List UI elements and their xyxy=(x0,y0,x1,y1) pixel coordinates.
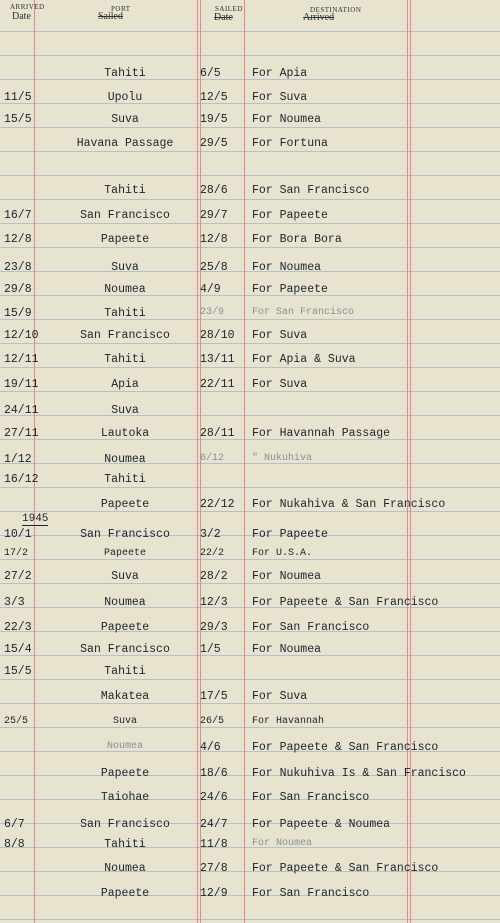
arrived-date: 3/3 xyxy=(4,596,25,609)
arrived-date: 19/11 xyxy=(4,378,39,391)
destination: For Nukuhiva Is & San Francisco xyxy=(252,767,466,780)
sailed-date: 28/6 xyxy=(200,184,228,197)
destination: For Papeete & San Francisco xyxy=(252,596,439,609)
destination: For Bora Bora xyxy=(252,233,342,246)
ledger-row xyxy=(0,665,500,681)
port-name: Lautoka xyxy=(100,427,150,440)
ledger-row xyxy=(0,329,500,345)
port-name: Suva xyxy=(111,113,139,126)
port-name: San Francisco xyxy=(80,209,170,222)
arrived-date: 23/8 xyxy=(4,261,32,274)
port-name: Papeete xyxy=(100,621,150,634)
destination: For Suva xyxy=(252,91,308,104)
ledger-row xyxy=(0,818,500,834)
ledger-row xyxy=(0,498,500,514)
sailed-date: 12/3 xyxy=(200,596,228,609)
arrived-date: 27/11 xyxy=(4,427,39,440)
sailed-date: 4/6 xyxy=(200,741,221,754)
destination: For San Francisco xyxy=(252,791,370,804)
ledger-row xyxy=(0,137,500,153)
arrived-date: 17/2 xyxy=(4,548,29,559)
ledger-row xyxy=(0,621,500,637)
destination: For Fortuna xyxy=(252,137,328,150)
port-name: Tahiti xyxy=(104,307,146,320)
port-name: Papeete xyxy=(100,887,150,900)
destination: For Nukahiva & San Francisco xyxy=(252,498,446,511)
ledger-row xyxy=(0,643,500,659)
sailed-date: 22/11 xyxy=(200,378,235,391)
sailed-date: 6/5 xyxy=(200,67,221,80)
sailed-date: 1/5 xyxy=(200,643,221,656)
ledger-row xyxy=(0,791,500,807)
ledger-row xyxy=(0,427,500,443)
sailed-date: 12/9 xyxy=(200,887,228,900)
year-label: 1945 xyxy=(22,513,49,525)
arrived-date: 24/11 xyxy=(4,404,39,417)
ledger-row xyxy=(0,596,500,612)
destination: For Papeete & San Francisco xyxy=(252,862,439,875)
arrived-date: 15/9 xyxy=(4,307,32,320)
port-name: Papeete xyxy=(100,233,150,246)
ledger-row xyxy=(0,378,500,394)
destination: For Noumea xyxy=(252,643,322,656)
port-name: Suva xyxy=(111,261,139,274)
destination: For U.S.A. xyxy=(252,548,313,559)
destination: For Noumea xyxy=(252,113,322,126)
destination: For Noumea xyxy=(252,570,322,583)
port-name: Taiohae xyxy=(100,791,150,804)
destination: For Havannah xyxy=(252,716,325,727)
destination: For Papeete & San Francisco xyxy=(252,741,439,754)
arrived-date: 10/1 xyxy=(4,528,32,541)
ledger-row xyxy=(0,307,500,323)
ledger-row xyxy=(0,767,500,783)
arrived-date: 29/8 xyxy=(4,283,32,296)
port-name: Noumea xyxy=(106,741,143,752)
sailed-date: 23/9 xyxy=(200,307,225,318)
header-port: PORT xyxy=(111,5,131,13)
port-name: San Francisco xyxy=(80,329,170,342)
arrived-date: 12/8 xyxy=(4,233,32,246)
destination: For San Francisco xyxy=(252,184,370,197)
sailed-date: 22/12 xyxy=(200,498,235,511)
port-name: San Francisco xyxy=(80,818,170,831)
ledger-row xyxy=(0,233,500,249)
port-name: Suva xyxy=(111,404,139,417)
sailed-date: 28/2 xyxy=(200,570,228,583)
destination: For San Francisco xyxy=(252,621,370,634)
arrived-date: 11/5 xyxy=(4,91,32,104)
destination: For Apia & Suva xyxy=(252,353,356,366)
sailed-date: 29/3 xyxy=(200,621,228,634)
destination: " Nukuhiva xyxy=(252,453,313,464)
sailed-date: 18/6 xyxy=(200,767,228,780)
port-name: Noumea xyxy=(104,596,146,609)
sailed-date: 29/7 xyxy=(200,209,228,222)
header-sailed-date: Date xyxy=(214,12,233,23)
destination: For Suva xyxy=(252,690,308,703)
destination: For Suva xyxy=(252,329,308,342)
port-name: Papeete xyxy=(103,548,146,559)
arrived-date: 8/8 xyxy=(4,838,25,851)
arrived-date: 12/10 xyxy=(4,329,39,342)
sailed-date: 13/11 xyxy=(200,353,235,366)
ledger-row xyxy=(0,473,500,489)
port-name: Noumea xyxy=(104,453,146,466)
ledger-row xyxy=(0,353,500,369)
header-port-sailed: Sailed xyxy=(98,11,123,22)
sailed-date: 12/8 xyxy=(200,233,228,246)
port-name: Papeete xyxy=(100,498,150,511)
port-name: Noumea xyxy=(104,283,146,296)
ledger-row xyxy=(0,716,500,732)
destination: For San Francisco xyxy=(252,887,370,900)
ledger-row xyxy=(0,113,500,129)
destination: For Papeete & Noumea xyxy=(252,818,391,831)
sailed-date: 28/10 xyxy=(200,329,235,342)
port-name: Tahiti xyxy=(104,665,146,678)
port-name: Tahiti xyxy=(104,473,146,486)
header-arrived-date: Date xyxy=(12,11,31,22)
ledger-row xyxy=(0,184,500,200)
port-name: Suva xyxy=(111,570,139,583)
header-arrived: ARRIVED xyxy=(10,3,45,11)
destination: For Papeete xyxy=(252,209,328,222)
ledger-row xyxy=(0,838,500,854)
sailed-date: 12/5 xyxy=(200,91,228,104)
port-name: Suva xyxy=(112,716,137,727)
port-name: Tahiti xyxy=(104,353,146,366)
sailed-date: 11/8 xyxy=(200,838,228,851)
destination: For Noumea xyxy=(252,838,313,849)
arrived-date: 1/12 xyxy=(4,453,32,466)
destination: For Havannah Passage xyxy=(252,427,391,440)
arrived-date: 27/2 xyxy=(4,570,32,583)
ledger-row xyxy=(0,261,500,277)
ledger-row xyxy=(0,690,500,706)
arrived-date: 15/5 xyxy=(4,113,32,126)
port-name: Makatea xyxy=(100,690,150,703)
ledger-row xyxy=(0,548,500,564)
ledger-row xyxy=(0,91,500,107)
arrived-date: 16/12 xyxy=(4,473,39,486)
port-name: Havana Passage xyxy=(76,137,174,150)
arrived-date: 16/7 xyxy=(4,209,32,222)
port-name: San Francisco xyxy=(80,528,170,541)
port-name: San Francisco xyxy=(80,643,170,656)
ledger-row xyxy=(0,741,500,757)
arrived-date: 15/5 xyxy=(4,665,32,678)
port-name: Upolu xyxy=(107,91,143,104)
sailed-date: 25/8 xyxy=(200,261,228,274)
sailed-date: 6/12 xyxy=(200,453,225,464)
destination: For Apia xyxy=(252,67,308,80)
ledger-row xyxy=(0,453,500,469)
sailed-date: 26/5 xyxy=(200,716,225,727)
sailed-date: 27/8 xyxy=(200,862,228,875)
arrived-date: 25/5 xyxy=(4,716,29,727)
sailed-date: 24/6 xyxy=(200,791,228,804)
destination: For San Francisco xyxy=(252,307,355,318)
ledger-row xyxy=(0,528,500,544)
arrived-date: 22/3 xyxy=(4,621,32,634)
destination: For Suva xyxy=(252,378,308,391)
port-name: Papeete xyxy=(100,767,150,780)
port-name: Tahiti xyxy=(104,838,146,851)
ledger-row xyxy=(0,209,500,225)
ledger-row xyxy=(0,862,500,878)
destination: For Papeete xyxy=(252,283,328,296)
ledger-row xyxy=(0,283,500,299)
port-name: Noumea xyxy=(104,862,146,875)
sailed-date: 28/11 xyxy=(200,427,235,440)
ledger-row xyxy=(0,570,500,586)
ledger-row xyxy=(0,404,500,420)
port-name: Apia xyxy=(111,378,139,391)
ledger-row xyxy=(0,67,500,83)
destination: For Papeete xyxy=(252,528,328,541)
sailed-date: 29/5 xyxy=(200,137,228,150)
sailed-date: 17/5 xyxy=(200,690,228,703)
sailed-date: 4/9 xyxy=(200,283,221,296)
arrived-date: 15/4 xyxy=(4,643,32,656)
ledger-row xyxy=(0,887,500,903)
arrived-date: 12/11 xyxy=(4,353,39,366)
destination: For Noumea xyxy=(252,261,322,274)
arrived-date: 6/7 xyxy=(4,818,25,831)
sailed-date: 24/7 xyxy=(200,818,228,831)
header-destination: DESTINATION xyxy=(310,6,362,14)
port-name: Tahiti xyxy=(104,67,146,80)
sailed-date: 19/5 xyxy=(200,113,228,126)
sailed-date: 22/2 xyxy=(200,548,225,559)
port-name: Tahiti xyxy=(104,184,146,197)
header-destination-arrived: Arrived xyxy=(303,12,335,23)
sailed-date: 3/2 xyxy=(200,528,221,541)
header-sailed: SAILED xyxy=(215,5,243,13)
